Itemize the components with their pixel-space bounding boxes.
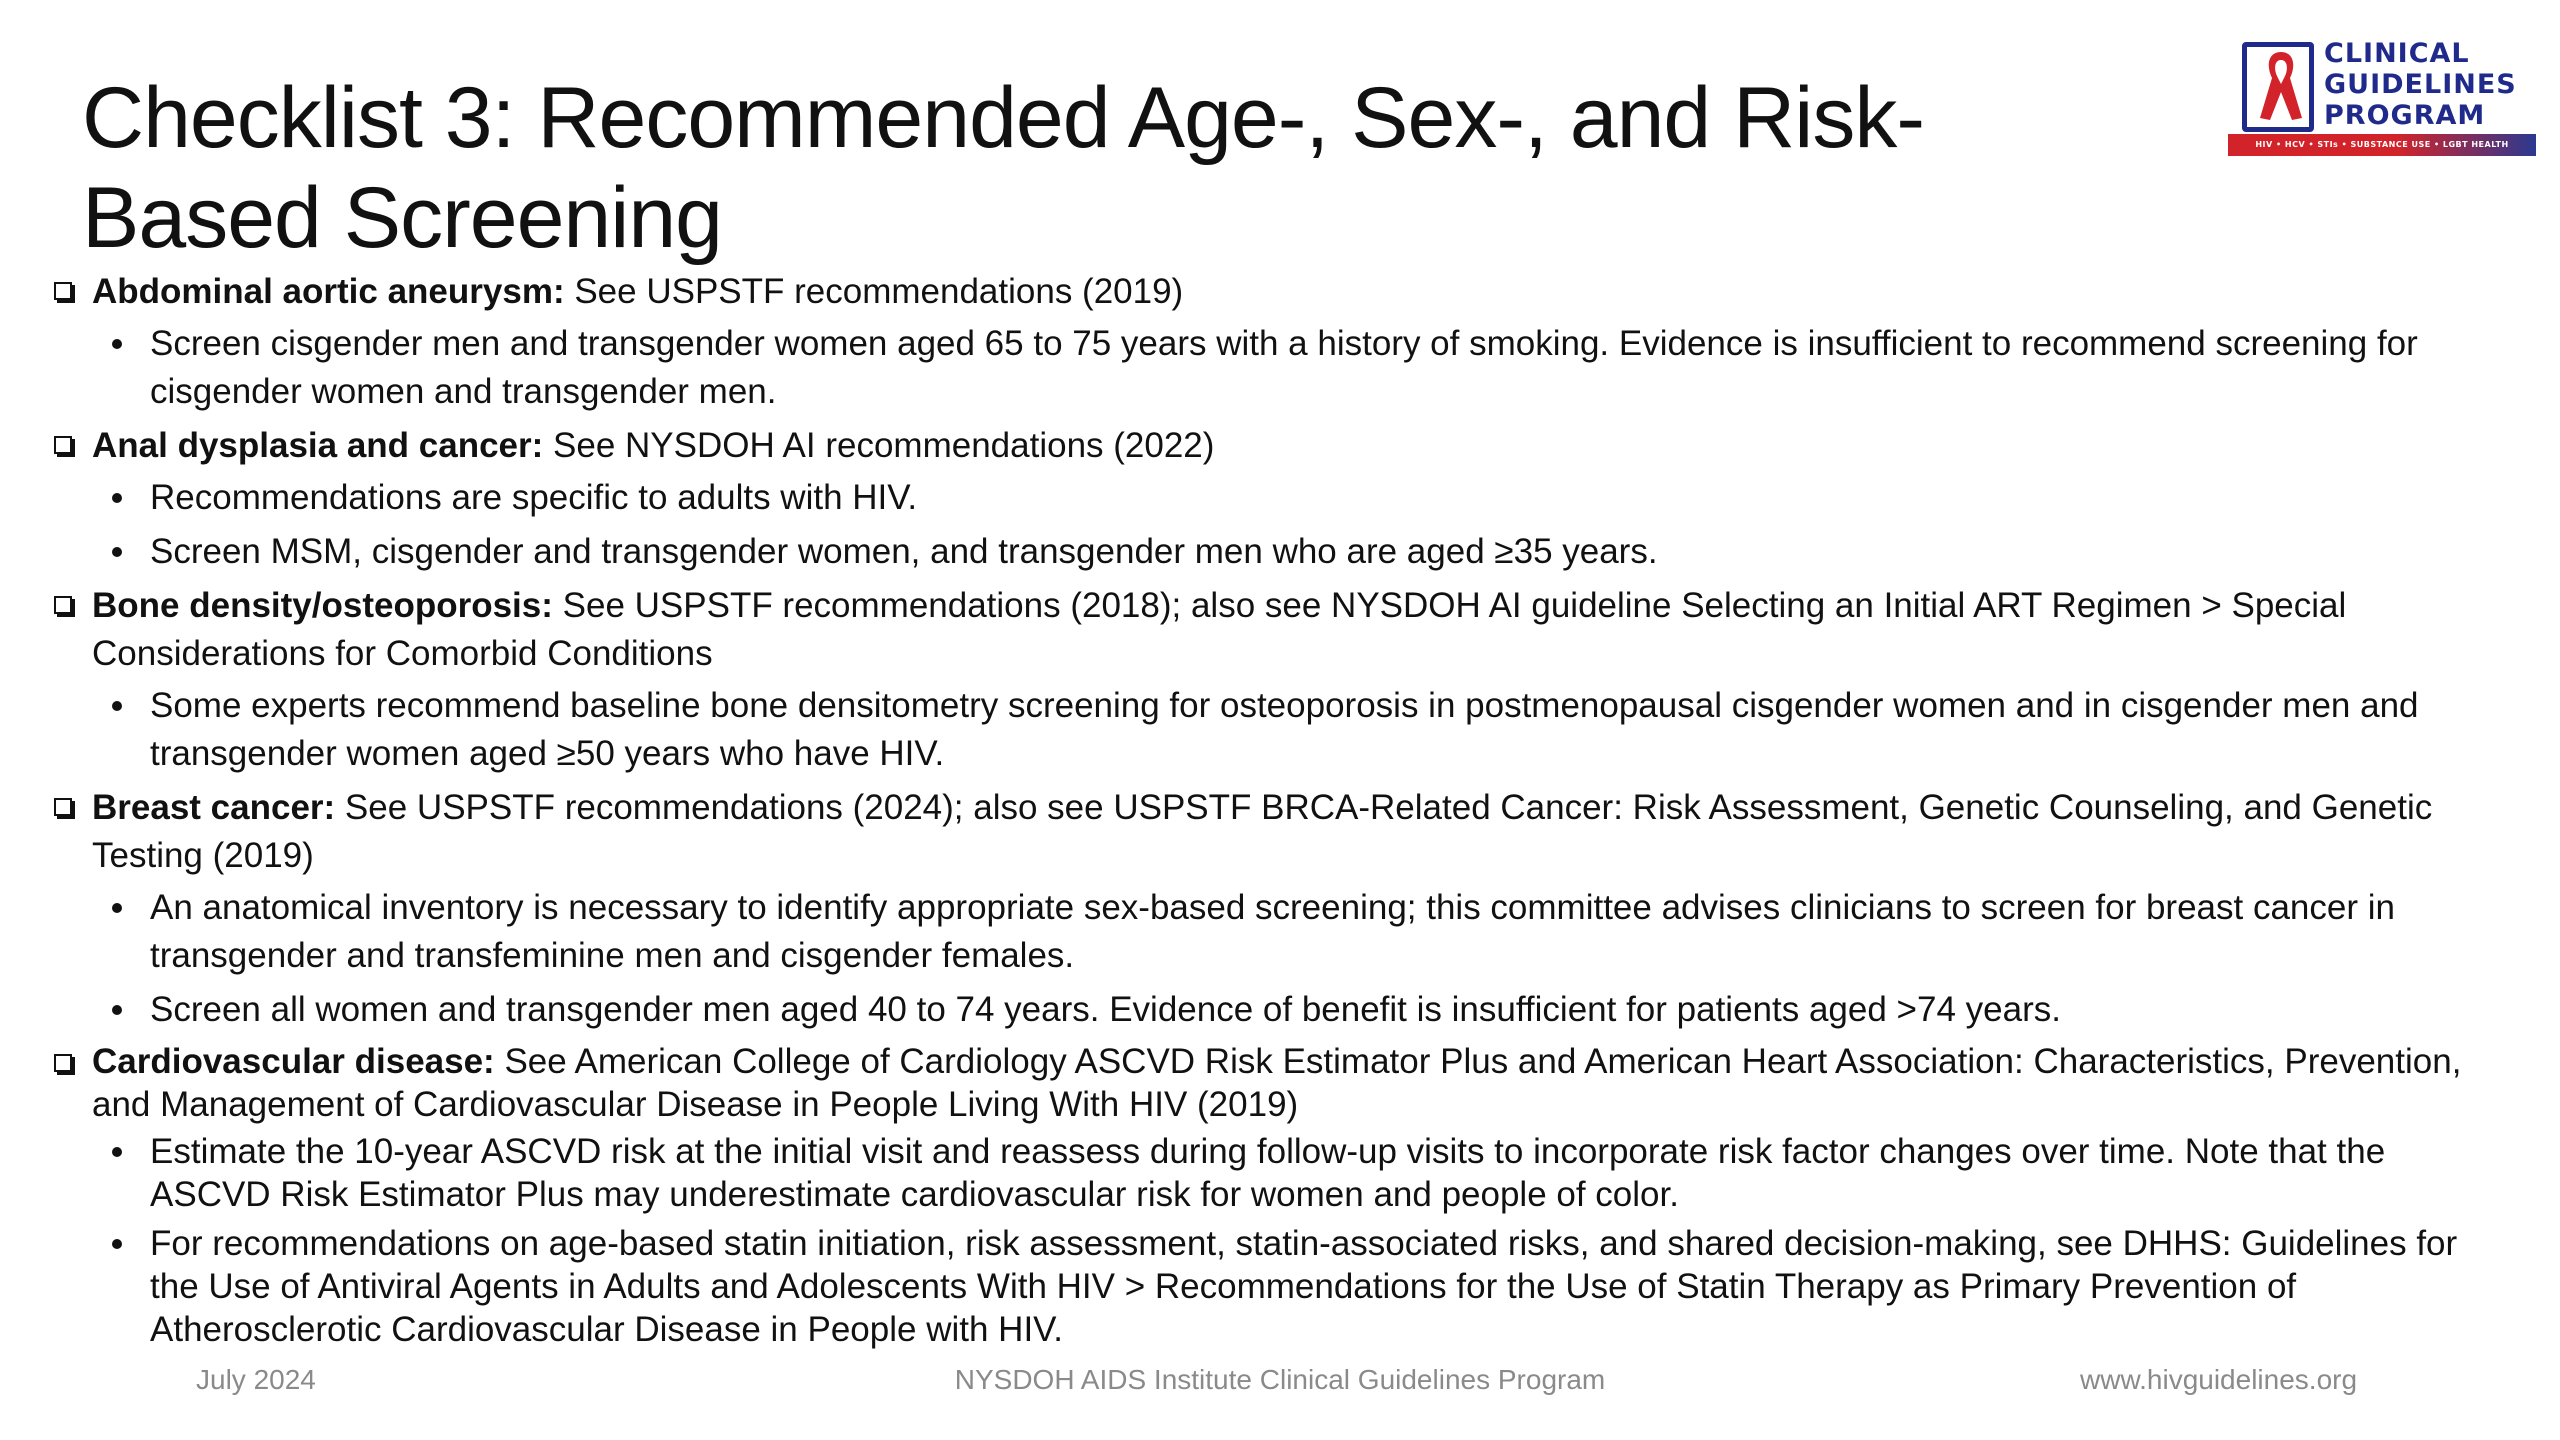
list-item-text: Screen MSM, cisgender and transgender women, and transgender men who are aged ≥35 years.	[150, 532, 1658, 571]
list-item-text: Estimate the 10-year ASCVD risk at the initial visit and reassess during follow-up visits to incorporate risk factor changes over time. Note that the ASCVD Risk Estimator Plus may underestimate cardiovascular risk for women and people of color.	[150, 1132, 2386, 1214]
section-cardiovascular-disease	[50, 1040, 2510, 1351]
list-item-text: Recommendations are specific to adults with HIV.	[150, 478, 918, 517]
list-item	[50, 320, 2510, 416]
checkbox-bullet-icon	[54, 798, 72, 816]
logo-line-2: GUIDELINES	[2324, 69, 2517, 100]
list-item	[50, 986, 2510, 1034]
section-breast-cancer	[50, 784, 2510, 1034]
bullet-icon	[112, 903, 122, 913]
section-heading-label: Breast cancer:	[92, 788, 336, 827]
bullet-icon	[112, 547, 122, 557]
checkbox-bullet-icon	[54, 282, 72, 300]
footer-date: July 2024	[196, 1364, 316, 1395]
bullet-icon	[112, 701, 122, 711]
section-heading-label: Anal dysplasia and cancer:	[92, 426, 544, 465]
bullet-icon	[112, 1239, 122, 1249]
bullet-list	[50, 474, 2510, 576]
checklist-body	[50, 268, 2510, 1357]
awareness-ribbon-icon	[2258, 48, 2304, 122]
checkbox-bullet-icon	[54, 1054, 72, 1072]
section-heading-label: Cardiovascular disease:	[92, 1042, 495, 1081]
section-heading	[50, 422, 2510, 470]
bullet-icon	[112, 493, 122, 503]
section-heading	[50, 582, 2510, 678]
list-item	[50, 1222, 2510, 1351]
bullet-icon	[112, 1005, 122, 1015]
checkbox-bullet-icon	[54, 436, 72, 454]
bullet-list	[50, 1130, 2510, 1351]
bullet-icon	[112, 1147, 122, 1157]
section-heading-text: See USPSTF recommendations (2018); also see NYSDOH AI guideline Selecting an Initial ART Regimen > Special Considerations for Comorbid Conditions	[92, 586, 2347, 673]
logo-tagline-strip: HIV • HCV • STIs • SUBSTANCE USE • LGBT HEALTH	[2228, 134, 2536, 156]
footer-url: www.hivguidelines.org	[2080, 1364, 2358, 1395]
section-abdominal-aortic-aneurysm	[50, 268, 2510, 416]
footer-program: NYSDOH AIDS Institute Clinical Guidelines Program	[954, 1364, 1606, 1395]
list-item-text: Screen cisgender men and transgender women aged 65 to 75 years with a history of smoking. Evidence is insufficient to recommend screening for cisgender women and transgender men.	[150, 324, 2418, 411]
list-item-text: For recommendations on age-based statin initiation, risk assessment, statin-associated risks, and shared decision-making, see DHHS: Guidelines for the Use of Antiviral Agents in Adults and Adolescents With HIV > Recommendations for the Use of Statin Therapy as Primary Prevention of Atherosclerotic Cardiovascular Disease in People with HIV.	[150, 1224, 2458, 1349]
section-heading	[50, 784, 2510, 880]
list-item	[50, 1130, 2510, 1216]
section-heading-text: See American College of Cardiology ASCVD Risk Estimator Plus and American Heart Association: Characteristics, Prevention, and Management of Cardiovascular Disease in People Living With HIV (2019)	[92, 1042, 2462, 1124]
slide-title: Checklist 3: Recommended Age-, Sex-, and Risk-Based Screening	[82, 70, 1925, 266]
clinical-guidelines-program-logo	[2228, 34, 2548, 164]
bullet-list	[50, 682, 2510, 778]
bullet-list	[50, 320, 2510, 416]
section-heading-text: See NYSDOH AI recommendations (2022)	[543, 426, 1215, 465]
section-heading-text: See USPSTF recommendations (2024); also see USPSTF BRCA-Related Cancer: Risk Assessment, Genetic Counseling, and Genetic Testing (2019)	[92, 788, 2433, 875]
checkbox-bullet-icon	[54, 596, 72, 614]
list-item	[50, 884, 2510, 980]
list-item	[50, 528, 2510, 576]
section-heading-text: See USPSTF recommendations (2019)	[564, 272, 1184, 311]
list-item-text: Screen all women and transgender men aged 40 to 74 years. Evidence of benefit is insufficient for patients aged >74 years.	[150, 990, 2061, 1029]
bullet-list	[50, 884, 2510, 1034]
section-bone-density	[50, 582, 2510, 778]
list-item	[50, 474, 2510, 522]
section-heading	[50, 268, 2510, 316]
logo-line-1: CLINICAL	[2324, 38, 2470, 69]
section-anal-dysplasia	[50, 422, 2510, 576]
list-item-text: An anatomical inventory is necessary to identify appropriate sex-based screening; this committee advises clinicians to screen for breast cancer in transgender and transfeminine men and cisgender females.	[150, 888, 2395, 975]
logo-line-3: PROGRAM	[2324, 100, 2486, 131]
logo-wordmark	[2324, 38, 2517, 131]
section-heading	[50, 1040, 2510, 1126]
list-item-text: Some experts recommend baseline bone densitometry screening for osteoporosis in postmenopausal cisgender women and in cisgender men and transgender women aged ≥50 years who have HIV.	[150, 686, 2419, 773]
list-item	[50, 682, 2510, 778]
bullet-icon	[112, 339, 122, 349]
section-heading-label: Abdominal aortic aneurysm:	[92, 272, 565, 311]
section-heading-label: Bone density/osteoporosis:	[92, 586, 553, 625]
